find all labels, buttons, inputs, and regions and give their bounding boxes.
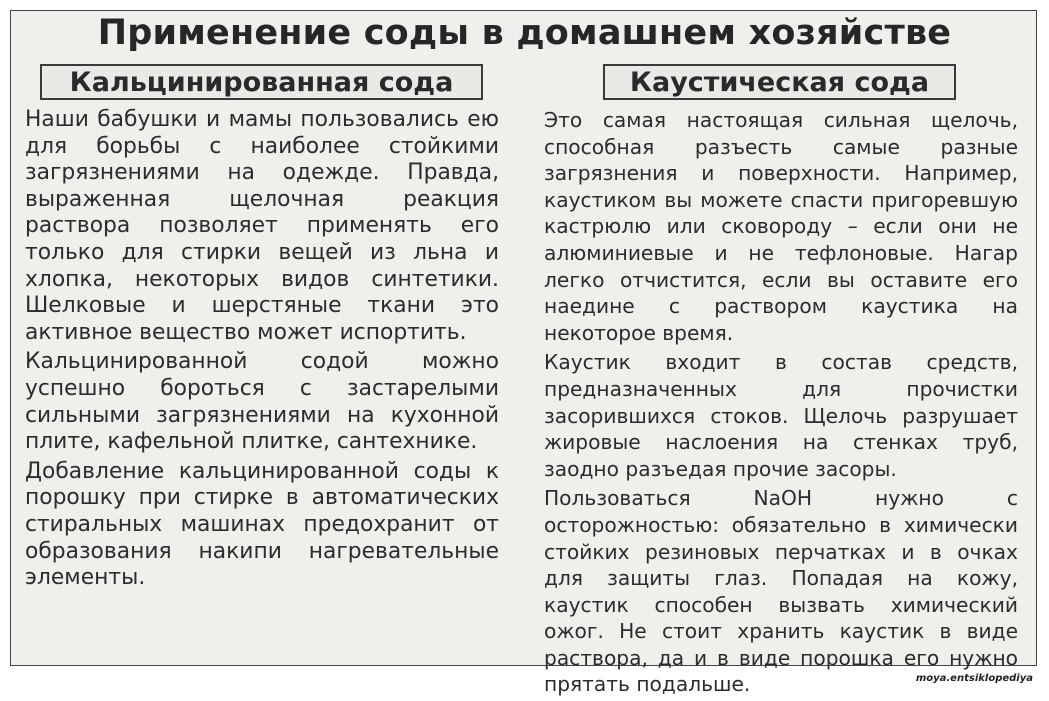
right-paragraph: Это самая настоящая сильная щелочь, способная разъесть самые разные загрязнения и поверхности. Например, каустиком вы можете спасти пригоревшую кастрюлю или сковороду – если они не алюминиевые и не тефлоновые. Нагар легко отчистится, если вы оставите его наедине с раствором каустика на некоторое время. [544,108,1018,345]
right-column [544,107,1018,701]
right-heading: Каустическая сода [603,64,956,100]
left-heading: Кальцинированная сода [40,64,483,100]
watermark: moya.entsiklopediya [915,673,1033,684]
right-paragraph: Пользоваться NaOH нужно с осторожностью: обязательно в химически стойких резиновых перчатках и в очках для защиты глаз. Попадая на кожу, каустик способен вызвать химический ожог. Не стоит хранить каустик в виде раствора, да и в виде порошка его нужно прятать подальше. [544,486,1018,697]
right-paragraph: Каустик входит в состав средств, предназначенных для прочистки засорившихся стоков. Щелочь разрушает жировые наслоения на стенках труб, заодно разъедая прочие засоры. [544,350,1018,481]
page-title: Применение соды в домашнем хозяйстве [97,13,952,53]
left-paragraph: Кальцинированной содой можно успешно бороться с застарелыми сильными загрязнениями на кухонной плите, кафельной плитке, сантехнике. [25,349,499,455]
left-column [25,107,499,595]
left-paragraph: Наши бабушки и мамы пользовались ею для борьбы с наиболее стойкими загрязнениями на одежде. Правда, выраженная щелочная реакция раствора позволяет применять его только для стирки вещей из льна и хлопка, некоторых видов синтетики. Шелковые и шерстяные ткани это активное вещество может испортить. [25,107,499,345]
left-paragraph: Добавление кальцинированной соды к порошку при стирке в автоматических стиральных машинах предохранит от образования накипи нагревательные элементы. [25,458,499,591]
